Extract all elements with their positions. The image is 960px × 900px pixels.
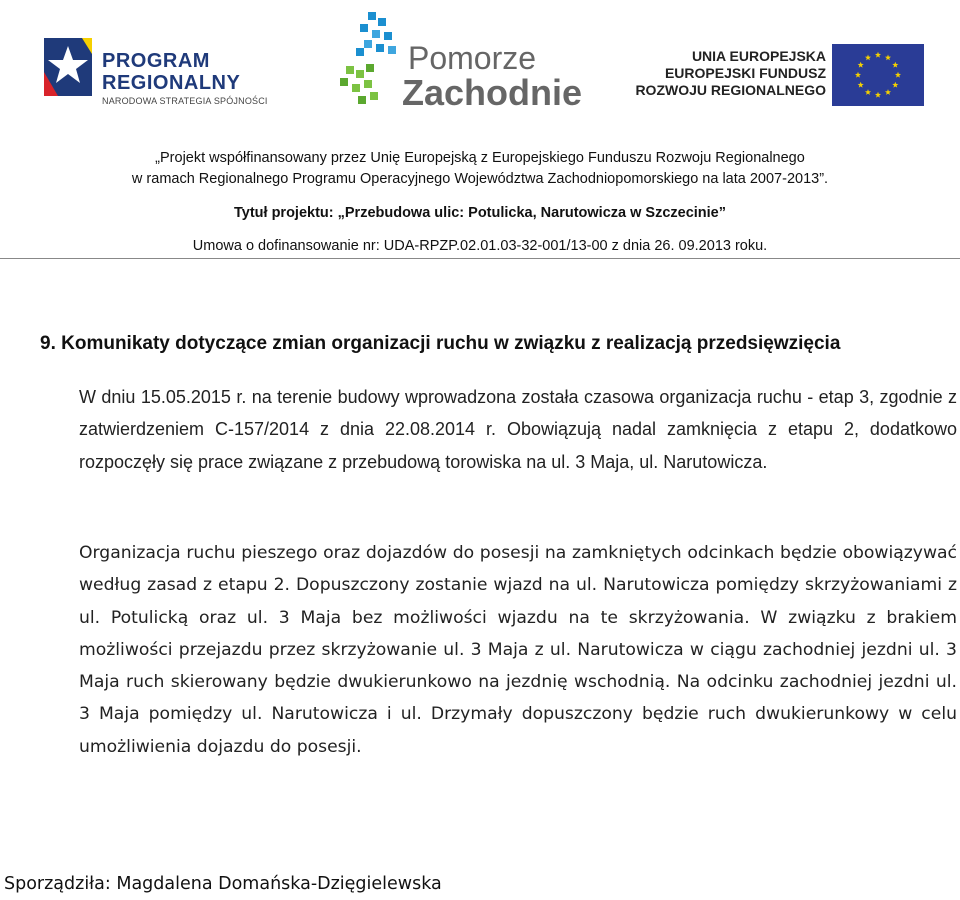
eu-star-icon <box>895 72 901 78</box>
eu-star-icon <box>875 52 881 58</box>
fund-label: EUROPEJSKI FUNDUSZ <box>664 65 826 81</box>
eu-star-icon <box>885 54 891 60</box>
eu-star-icon <box>858 62 864 68</box>
eu-label: UNIA EUROPEJSKA <box>691 48 826 64</box>
eu-star-icon <box>865 54 871 60</box>
logo-bar <box>0 0 960 128</box>
eu-star-icon <box>875 92 881 98</box>
cofinancing-line-1: „Projekt współfinansowany przez Unię Europejską z Europejskiego Funduszu Rozwoju Regionalnego <box>155 150 805 166</box>
pomorze-label: Pomorze <box>408 40 537 76</box>
section-heading: 9. Komunikaty dotyczące zmian organizacji ruchu w związku z realizacją przedsięwzięcia <box>40 333 841 354</box>
project-title: Tytuł projektu: „Przebudowa ulic: Potulicka, Narutowicza w Szczecinie” <box>233 205 727 221</box>
eu-star-icon <box>885 89 891 95</box>
eu-fund-logo <box>636 42 924 108</box>
program-regionalny-logo <box>38 28 278 108</box>
nss-tagline: NARODOWA STRATEGIA SPÓJNOŚCI <box>102 96 268 106</box>
cofinancing-line-2: w ramach Regionalnego Programu Operacyjnego Województwa Zachodniopomorskiego na lata 2007-2013”. <box>131 171 829 187</box>
pomorze-zachodnie-logo <box>336 8 583 118</box>
program-label: PROGRAM <box>102 50 210 72</box>
zachodnie-label: Zachodnie <box>402 72 583 113</box>
eu-star-icon <box>892 82 898 88</box>
paragraph-stage-3: W dniu 15.05.2015 r. na terenie budowy wprowadzona została czasowa organizacja ruchu - etap 3, zgodnie z zatwierdzeniem C-157/2014 z dnia 22.08.2014 r. Obowiązują nadal zamknięcia z etapu 2, dodatkowo rozpoczęły się prace związane z przebudową torowiska na ul. 3 Maja, ul. Narutowicza. <box>79 387 957 472</box>
eu-star-icon <box>855 72 861 78</box>
eu-star-icon <box>892 62 898 68</box>
agreement-number: Umowa o dofinansowanie nr: UDA-RPZP.02.01.03-32-001/13-00 z dnia 26. 09.2013 roku. <box>192 238 768 254</box>
program-regionalny-star-icon <box>38 32 98 102</box>
prepared-by: Sporządziła: Magdalena Domańska-Dzięgielewska <box>4 874 442 894</box>
regionalny-label: REGIONALNY <box>102 72 241 94</box>
eu-flag-icon <box>832 44 924 106</box>
regional-development-label: ROZWOJU REGIONALNEGO <box>635 82 826 98</box>
eu-star-icon <box>865 89 871 95</box>
eu-star-icon <box>858 82 864 88</box>
pomorze-mosaic-icon <box>336 8 402 118</box>
paragraph-pedestrian-traffic: Organizacja ruchu pieszego oraz dojazdów do posesji na zamkniętych odcinkach będzie obowiązywać według zasad z etapu 2. Dopuszczony zostanie wjazd na ul. Narutowicza pomiędzy skrzyżowaniami z ul. Potulicką oraz ul. 3 Maja bez możliwości wjazdu na te skrzyżowania. W związku z brakiem możliwości przejazdu przez skrzyżowanie ul. 3 Maja z ul. Narutowicza w ciągu zachodniej jezdni ul. 3 Maja ruch skierowany będzie dwukierunkowo na jezdnię wschodnią. Na odcinku zachodniej jezdni ul. 3 Maja pomiędzy ul. Narutowicza i ul. Drzymały dopuszczony będzie ruch dwukierunkowy w celu umożliwienia dojazdu do posesji. <box>79 543 957 757</box>
header-divider <box>0 258 960 259</box>
